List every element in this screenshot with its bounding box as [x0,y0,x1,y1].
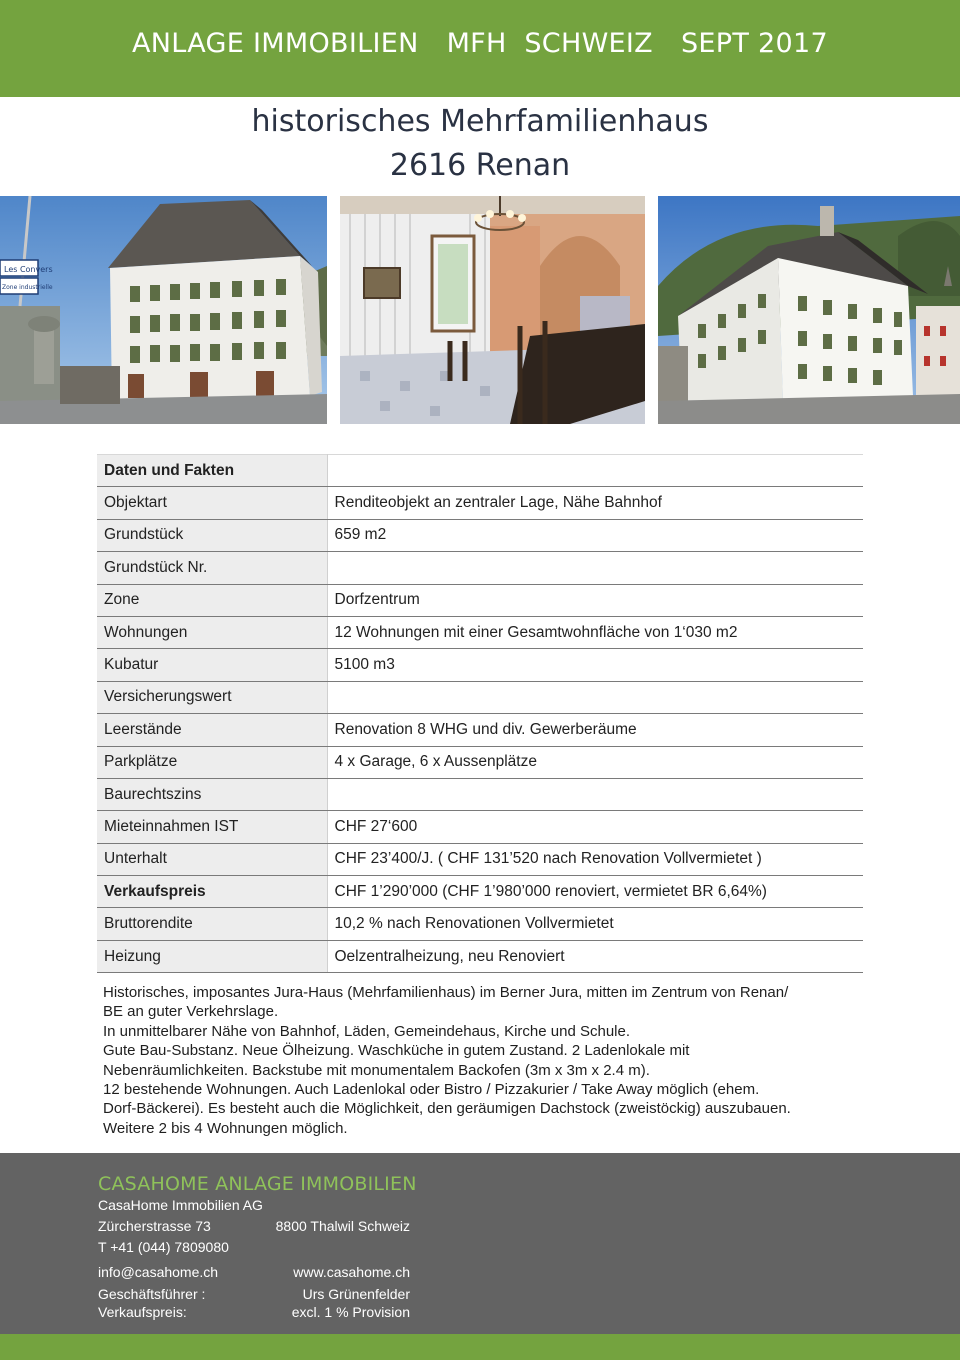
bottom-bar [0,1334,960,1360]
title-line-2: 2616 Renan [389,148,571,183]
row-label: Leerstände [97,714,327,746]
table-row [97,519,863,551]
email-link[interactable]: info@casahome.ch [98,1264,219,1280]
sign-zone-industrielle: Zone industrielle [2,284,53,291]
footer-company [98,1197,410,1213]
table-row [97,940,863,972]
company-name: CasaHome Immobilien AG [98,1197,263,1213]
price-label: Verkaufspreis: [98,1304,187,1320]
photo-interior-dining [340,196,645,424]
row-value: 4 x Garage, 6 x Aussenplätze [327,746,863,778]
row-value [327,552,863,584]
row-value [327,455,863,487]
price-note: excl. 1 % Provision [291,1304,410,1320]
row-value: Oelzentralheizung, neu Renoviert [327,940,863,972]
row-value: CHF 27‘600 [327,811,863,843]
footer-brand: CASAHOME ANLAGE IMMOBILIEN [98,1173,417,1195]
header-text [0,28,960,59]
description-line: Weitere 2 bis 4 Wohnungen möglich. [103,1119,348,1137]
footer-price-note [98,1304,410,1320]
row-value: CHF 1’290’000 (CHF 1’980’000 renoviert, vermietet BR 6,64%) [327,876,863,908]
table-row [97,746,863,778]
table-row [97,714,863,746]
row-value [327,778,863,810]
row-value: Renditeobjekt an zentraler Lage, Nähe Bahnhof [327,487,863,519]
row-label: Parkplätze [97,746,327,778]
row-value [327,681,863,713]
row-value: 5100 m3 [327,649,863,681]
description-line: Dorf-Bäckerei). Es besteht auch die Möglichkeit, den geräumigen Dachstock (zweistöckig) auszubauen. [103,1100,791,1118]
description-line: Historisches, imposantes Jura-Haus (Mehrfamilienhaus) im Berner Jura, mitten im Zentrum von Renan/ [103,984,789,1001]
table-row [97,649,863,681]
row-label: Zone [97,584,327,616]
header-part-1: ANLAGE IMMOBILIEN [132,28,419,59]
row-label: Grundstück [97,519,327,551]
table-row [97,616,863,648]
table-row [97,778,863,810]
row-label: Bruttorendite [97,908,327,940]
description-line: Nebenräumlichkeiten. Backstube mit monumentalem Backofen (3m x 3m x 2.4 m). [103,1061,650,1079]
table-row [97,681,863,713]
row-value: Dorfzentrum [327,584,863,616]
row-label: Objektart [97,487,327,519]
footer-links [98,1264,410,1280]
description-line: Gute Bau-Substanz. Neue Ölheizung. Waschküche in gutem Zustand. 2 Ladenlokale mit [103,1042,690,1060]
table-row [97,455,863,487]
footer-phone [98,1239,410,1255]
row-label: Grundstück Nr. [97,552,327,584]
row-value: CHF 23’400/J. ( CHF 131’520 nach Renovation Vollvermietet ) [327,843,863,875]
row-value: 12 Wohnungen mit einer Gesamtwohnfläche von 1‘030 m2 [327,616,863,648]
row-label: Baurechtszins [97,778,327,810]
property-description [103,983,863,1138]
row-value: 659 m2 [327,519,863,551]
sign-les-convers: Les Convers [4,265,53,274]
description-line: BE an guter Verkehrslage. [103,1003,279,1021]
description-line: In unmittelbarer Nähe von Bahnhof, Läden, Gemeindehaus, Kirche und Schule. [103,1022,631,1040]
table-row [97,584,863,616]
photo-exterior-side [658,196,960,424]
row-label: Kubatur [97,649,327,681]
row-label: Heizung [97,940,327,972]
street: Zürcherstrasse 73 [98,1218,211,1234]
footer-contact [0,1153,960,1334]
row-value: 10,2 % nach Renovationen Vollvermietet [327,908,863,940]
row-label: Wohnungen [97,616,327,648]
table-row [97,487,863,519]
manager-label: Geschäftsführer : [98,1286,206,1302]
description-line: 12 bestehende Wohnungen. Auch Ladenlokal oder Bistro / Pizzakurier / Take Away möglich (ehem. [103,1081,760,1099]
row-value: Renovation 8 WHG und div. Gewerberäume [327,714,863,746]
row-label: Verkaufspreis [97,876,327,908]
phone-number: T +41 (044) 7809080 [98,1239,229,1255]
page-title [0,100,960,188]
row-label: Daten und Fakten [97,455,327,487]
facts-table [97,454,863,973]
table-row [97,876,863,908]
table-row [97,908,863,940]
row-label: Mieteinnahmen IST [97,811,327,843]
row-label: Versicherungswert [97,681,327,713]
header-part-2: MFH SCHWEIZ [446,28,653,59]
website-link[interactable]: www.casahome.ch [293,1264,410,1280]
table-row [97,811,863,843]
city: 8800 Thalwil Schweiz [275,1218,410,1234]
footer-manager [98,1286,410,1302]
manager-name: Urs Grünenfelder [302,1286,410,1302]
header-part-3: SEPT 2017 [680,28,828,59]
table-row [97,552,863,584]
footer-address [98,1218,410,1234]
title-line-1: historisches Mehrfamilienhaus [251,104,709,139]
header-banner [0,0,960,97]
row-label: Unterhalt [97,843,327,875]
table-row [97,843,863,875]
photo-exterior-front [0,196,327,424]
